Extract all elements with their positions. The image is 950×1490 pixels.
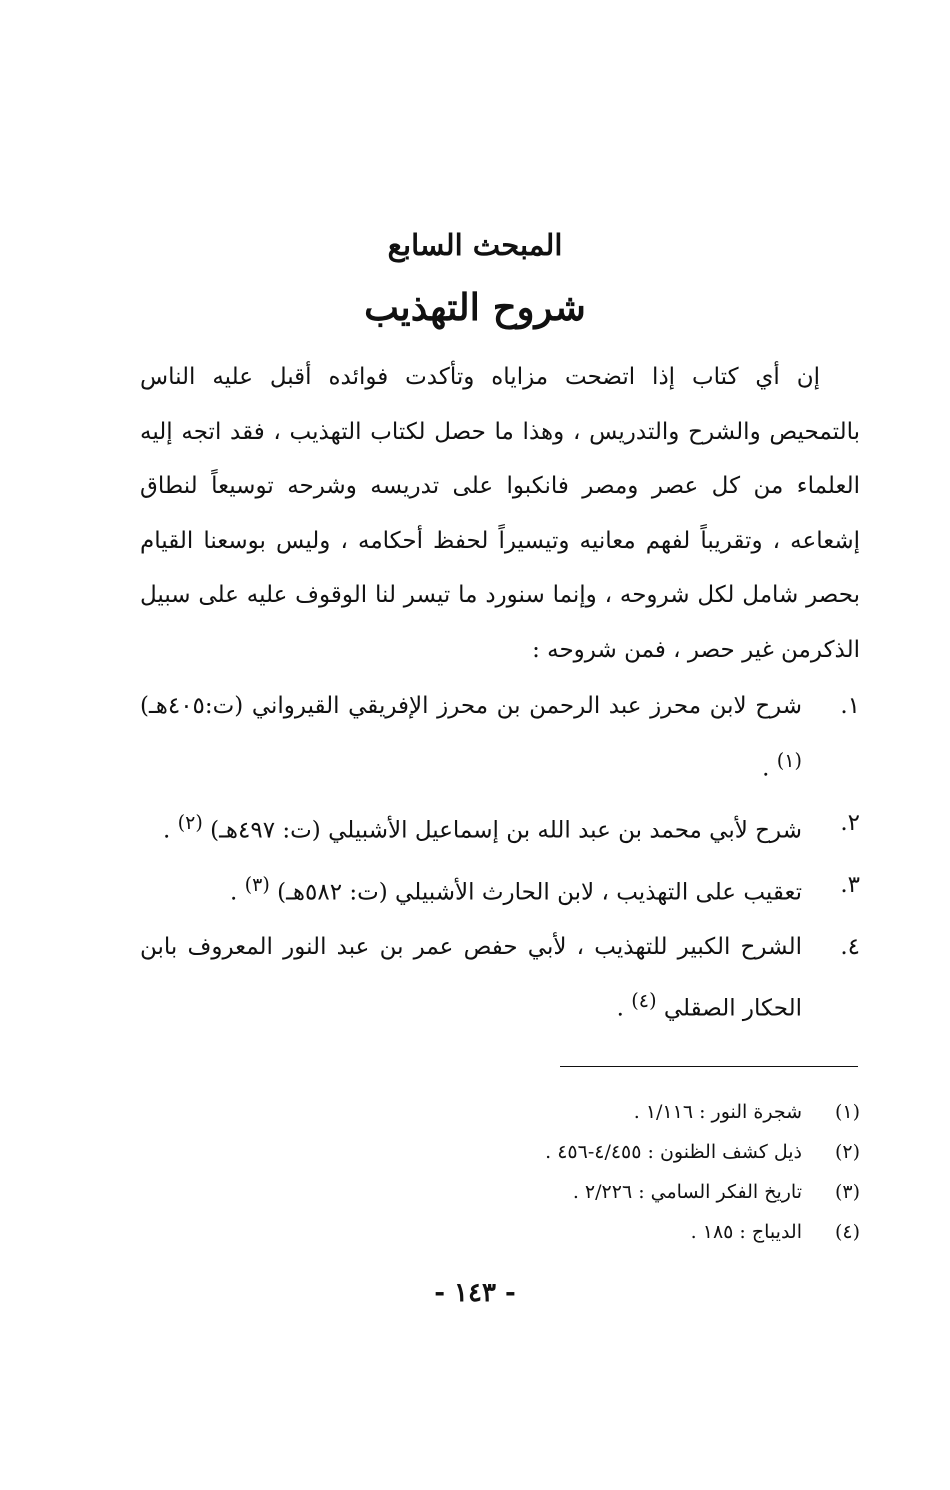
commentaries-list — [140, 679, 860, 1037]
list-item-number: ١. — [840, 693, 860, 719]
footnote-number: (١) — [834, 1101, 860, 1123]
footnote — [140, 1092, 860, 1132]
footnote-number: (٤) — [834, 1221, 860, 1243]
footnote-text: ذيل كشف الظنون : ٤/٤٥٥-٤٥٦ . — [545, 1141, 802, 1163]
list-item-end: . — [162, 817, 171, 844]
footnote-ref: (٢) — [177, 810, 203, 834]
footnotes — [140, 1092, 860, 1252]
list-item-text: الشرح الكبير للتهذيب ، لأبي حفص عمر بن عبد النور المعروف بابن الحكار الصقلي — [140, 933, 802, 1023]
footnote — [140, 1212, 860, 1252]
list-item-number: ٢. — [840, 809, 860, 836]
footnote — [140, 1132, 860, 1172]
list-item-text: تعقيب على التهذيب ، لابن الحارث الأشبيلي (ت: ٥٨٢هـ) — [277, 879, 802, 906]
list-item-number: ٤. — [840, 933, 860, 960]
list-item-text: شرح لأبي محمد بن عبد الله بن إسماعيل الأشبيلي (ت: ٤٩٧هـ) — [210, 817, 802, 844]
footnote-ref: (٣) — [244, 872, 270, 896]
list-item — [140, 679, 860, 796]
footnote-number: (٣) — [834, 1181, 860, 1203]
body-text — [140, 350, 860, 1037]
list-item — [140, 858, 860, 920]
footnote-ref: (٤) — [631, 989, 657, 1013]
footnote-text: تاريخ الفكر السامي : ٢/٢٢٦ . — [572, 1181, 802, 1203]
list-item-end: . — [616, 996, 624, 1023]
footnote-number: (٢) — [834, 1141, 860, 1163]
page-number: - ١٤٣ - — [434, 1278, 516, 1308]
footnote-divider — [560, 1066, 858, 1067]
list-item — [140, 796, 860, 858]
footnote-ref: (١) — [776, 748, 802, 772]
chapter-title: شروح التهذيب — [364, 285, 586, 329]
footnote-text: شجرة النور : ١/١١٦ . — [633, 1101, 802, 1123]
intro-paragraph: إن أي كتاب إذا اتضحت مزاياه وتأكدت فوائده أقبل عليه الناس بالتمحيص والشرح والتدريس ، وهذا ما حصل لكتاب التهذيب ، فقد اتجه إليه العلماء من كل عصر ومصر فانكبوا على تدريسه وشرحه توسيعاً لنطاق إشعاعه ، وتقريباً لفهم معانيه وتيسيراً لحفظ أحكامه ، وليس بوسعنا القيام بحصر شامل لكل شروحه ، وإنما سنورد ما تيسر لنا الوقوف عليه على سبيل الذكرمن غير حصر ، فمن شروحه : — [140, 364, 860, 663]
list-item-end: . — [229, 879, 238, 906]
list-item-text: شرح لابن محرز عبد الرحمن بن محرز الإفريقي القيرواني (ت:٤٠٥هـ) — [140, 693, 802, 719]
footnote — [140, 1172, 860, 1212]
footnote-text: الديباج : ١٨٥ . — [690, 1221, 802, 1243]
list-item — [140, 920, 860, 1037]
list-item-end: . — [762, 755, 770, 782]
list-item-number: ٣. — [840, 871, 860, 898]
section-heading: المبحث السابع — [387, 228, 563, 262]
